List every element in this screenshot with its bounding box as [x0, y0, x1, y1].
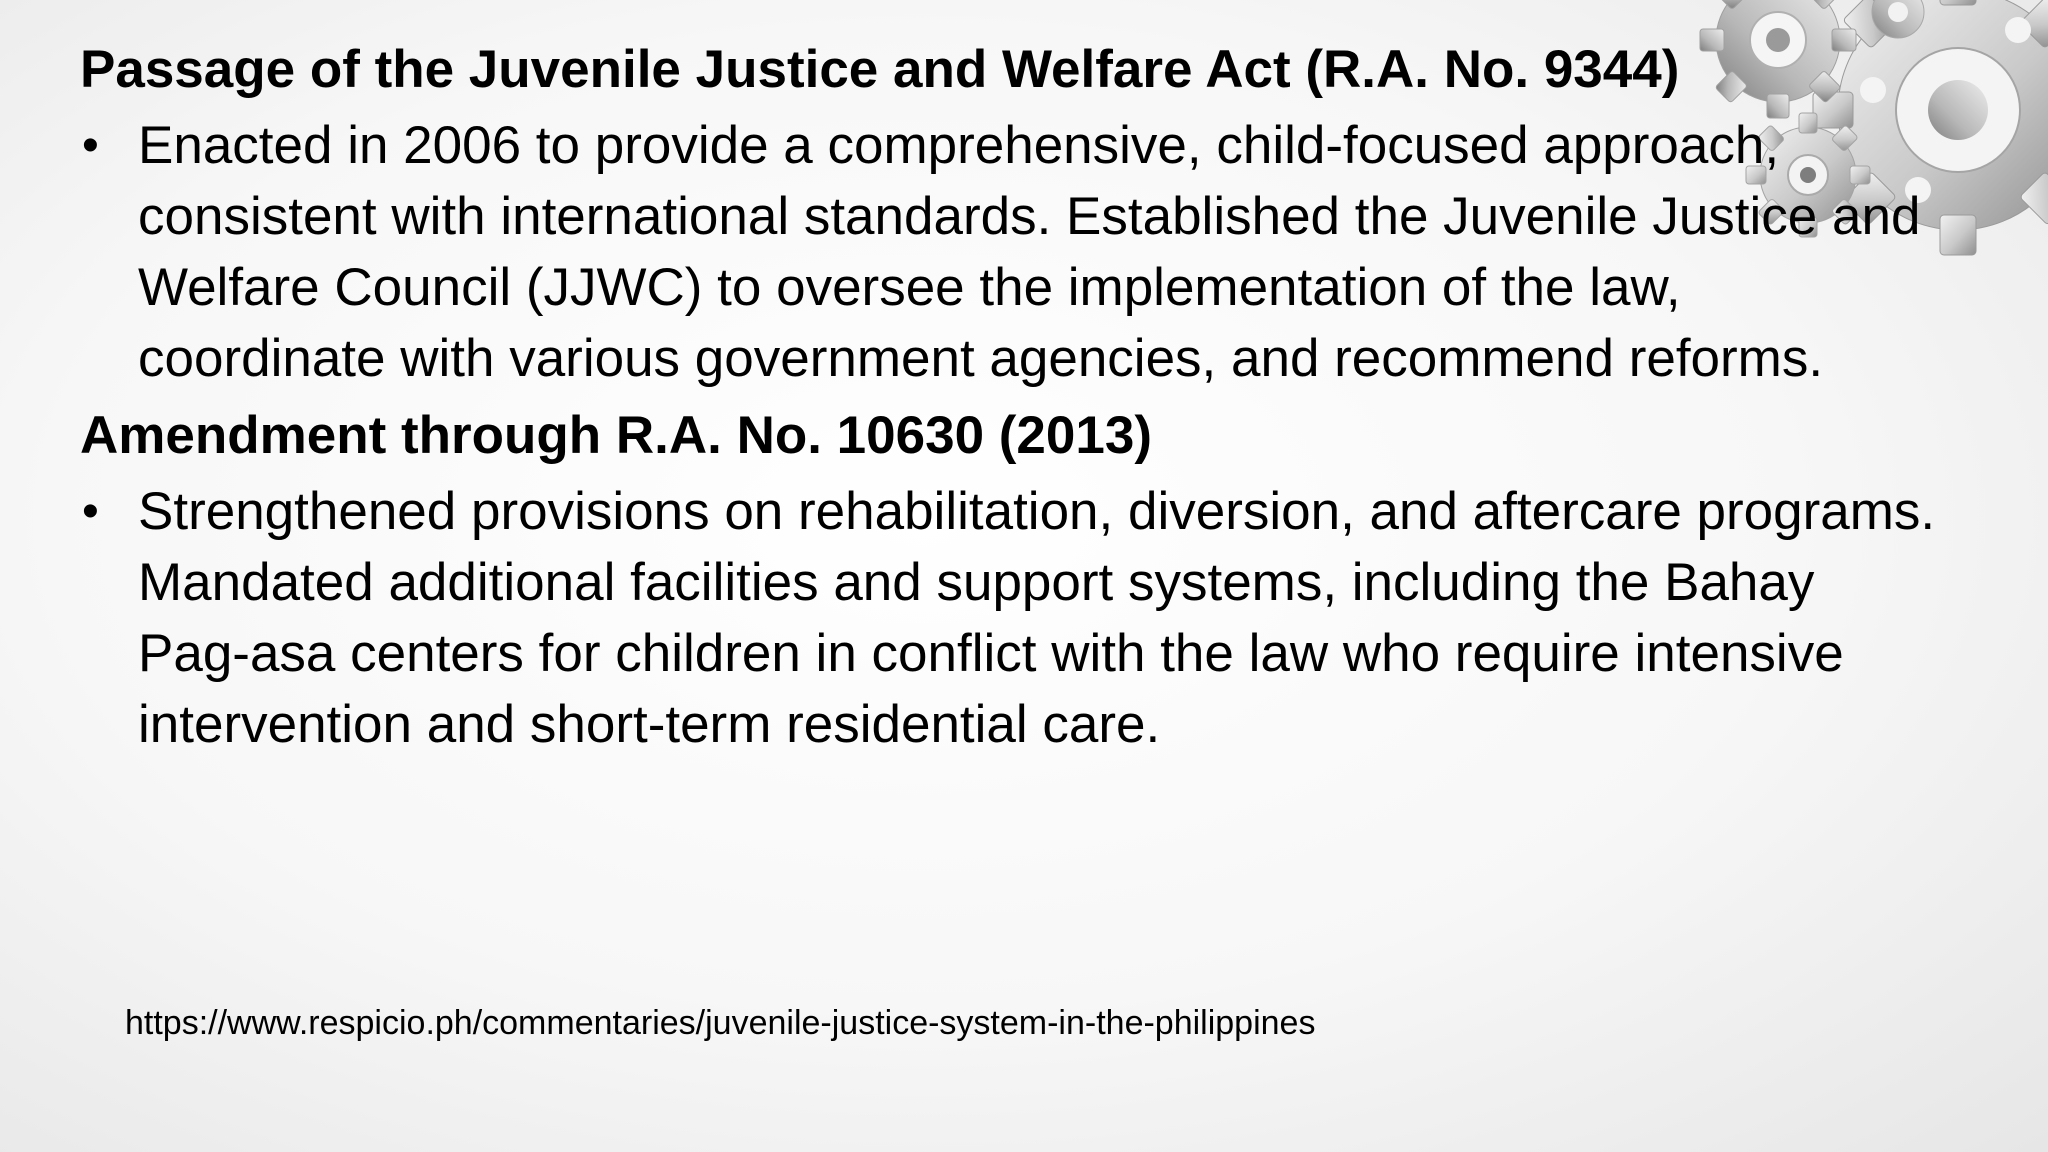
bullet-glyph: • [82, 119, 99, 172]
bullet-item-ra-10630 [80, 476, 1938, 760]
source-link[interactable]: https://www.respicio.ph/commentaries/juvenile-justice-system-in-the-philippines [125, 1004, 1316, 1042]
section-heading-ra-9344: Passage of the Juvenile Justice and Welfare Act (R.A. No. 9344) [80, 40, 1680, 99]
bullet-item-ra-9344 [80, 110, 1928, 394]
bullet-text: Strengthened provisions on rehabilitation, diversion, and aftercare programs. Mandated additional facilities and support systems, including the Bahay Pag-asa centers for children in conflict with the law who require intensive intervention and short-term residential care. [138, 482, 1936, 754]
bullet-text: Enacted in 2006 to provide a comprehensive, child-focused approach, consistent with international standards. Established the Juvenile Justice and Welfare Council (JJWC) to oversee the implementation of the law, coordinate with various government agencies, and recommend reforms. [138, 116, 1921, 388]
section-heading-ra-10630: Amendment through R.A. No. 10630 (2013) [80, 406, 1152, 465]
bullet-glyph: • [82, 485, 99, 538]
slide-content [80, 34, 1936, 766]
